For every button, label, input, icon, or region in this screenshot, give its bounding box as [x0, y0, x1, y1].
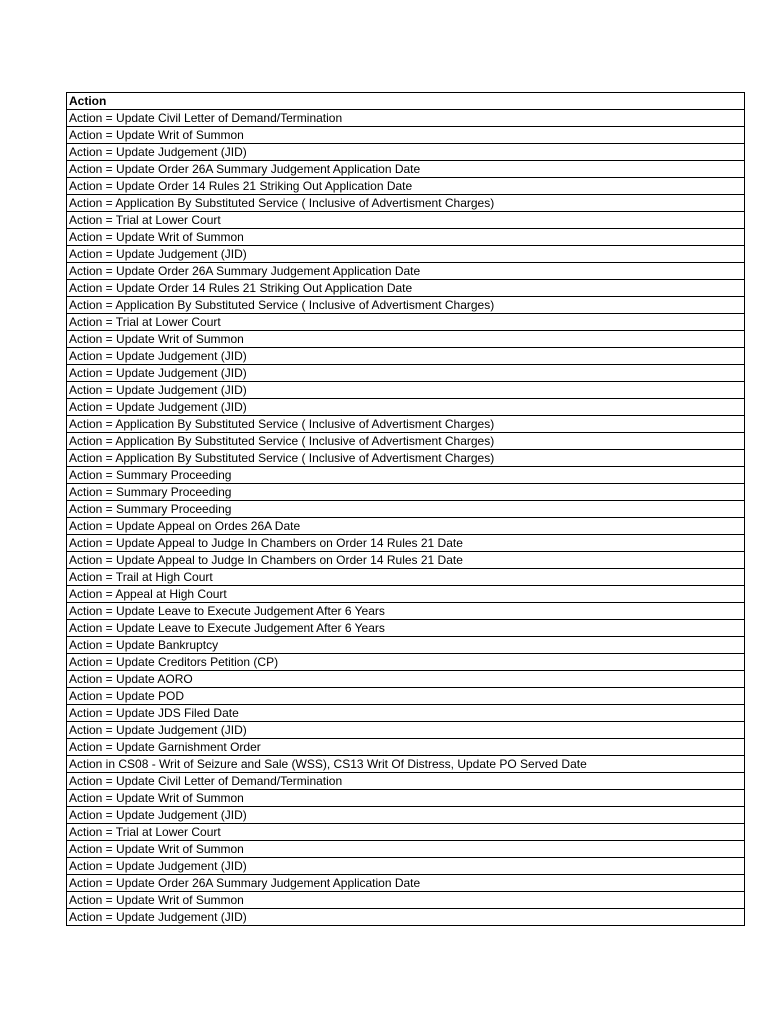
table-cell[interactable]: Action = Application By Substituted Service ( Inclusive of Advertisment Charges) — [67, 450, 745, 467]
table-cell[interactable]: Action = Summary Proceeding — [67, 501, 745, 518]
table-row — [67, 654, 745, 671]
table-row — [67, 705, 745, 722]
table-cell[interactable]: Action = Update Order 14 Rules 21 Striking Out Application Date — [67, 178, 745, 195]
table-cell[interactable]: Action = Trial at Lower Court — [67, 824, 745, 841]
column-header-action[interactable]: Action — [67, 93, 745, 110]
table-cell[interactable]: Action = Update Writ of Summon — [67, 790, 745, 807]
table-cell[interactable]: Action = Update Writ of Summon — [67, 229, 745, 246]
table-cell[interactable]: Action = Update Judgement (JID) — [67, 722, 745, 739]
table-row — [67, 892, 745, 909]
action-table — [66, 92, 745, 926]
table-row — [67, 858, 745, 875]
table-cell[interactable]: Action = Update Appeal to Judge In Chambers on Order 14 Rules 21 Date — [67, 552, 745, 569]
table-row — [67, 790, 745, 807]
table-row — [67, 450, 745, 467]
table-cell[interactable]: Action = Update Writ of Summon — [67, 331, 745, 348]
table-cell[interactable]: Action = Update Judgement (JID) — [67, 348, 745, 365]
table-row — [67, 416, 745, 433]
table-row — [67, 280, 745, 297]
table-cell[interactable]: Action = Update Writ of Summon — [67, 127, 745, 144]
table-row — [67, 467, 745, 484]
table-cell[interactable]: Action = Update Leave to Execute Judgement After 6 Years — [67, 620, 745, 637]
table-cell[interactable]: Action = Trail at High Court — [67, 569, 745, 586]
table-row — [67, 569, 745, 586]
table-row — [67, 722, 745, 739]
table-cell[interactable]: Action = Update Order 26A Summary Judgement Application Date — [67, 875, 745, 892]
table-row — [67, 756, 745, 773]
table-row — [67, 620, 745, 637]
table-row — [67, 348, 745, 365]
table-row — [67, 127, 745, 144]
table-cell[interactable]: Action = Trial at Lower Court — [67, 212, 745, 229]
table-row — [67, 178, 745, 195]
table-row — [67, 331, 745, 348]
table-cell[interactable]: Action = Update Leave to Execute Judgement After 6 Years — [67, 603, 745, 620]
table-row — [67, 161, 745, 178]
table-cell[interactable]: Action = Update Bankruptcy — [67, 637, 745, 654]
table-cell[interactable]: Action = Summary Proceeding — [67, 467, 745, 484]
table-row — [67, 909, 745, 926]
table-cell[interactable]: Action = Update Judgement (JID) — [67, 144, 745, 161]
table-cell[interactable]: Action = Update Judgement (JID) — [67, 382, 745, 399]
table-row — [67, 807, 745, 824]
table-cell[interactable]: Action = Update Judgement (JID) — [67, 246, 745, 263]
table-cell[interactable]: Action = Update Judgement (JID) — [67, 909, 745, 926]
table-cell[interactable]: Action = Application By Substituted Service ( Inclusive of Advertisment Charges) — [67, 297, 745, 314]
table-cell[interactable]: Action = Update Writ of Summon — [67, 841, 745, 858]
table-cell[interactable]: Action = Update Garnishment Order — [67, 739, 745, 756]
table-row — [67, 688, 745, 705]
table-body — [67, 110, 745, 926]
table-cell[interactable]: Action = Update Civil Letter of Demand/Termination — [67, 110, 745, 127]
table-cell[interactable]: Action = Application By Substituted Service ( Inclusive of Advertisment Charges) — [67, 416, 745, 433]
table-row — [67, 263, 745, 280]
table-cell[interactable]: Action = Update Order 26A Summary Judgement Application Date — [67, 161, 745, 178]
table-row — [67, 739, 745, 756]
table-row — [67, 484, 745, 501]
table-cell[interactable]: Action = Update AORO — [67, 671, 745, 688]
table-cell[interactable]: Action in CS08 - Writ of Seizure and Sale (WSS), CS13 Writ Of Distress, Update PO Served Date — [67, 756, 745, 773]
table-row — [67, 110, 745, 127]
table-row — [67, 518, 745, 535]
table-row — [67, 212, 745, 229]
table-row — [67, 297, 745, 314]
table-row — [67, 603, 745, 620]
table-cell[interactable]: Action = Update Order 14 Rules 21 Striking Out Application Date — [67, 280, 745, 297]
table-row — [67, 552, 745, 569]
table-cell[interactable]: Action = Update Writ of Summon — [67, 892, 745, 909]
table-cell[interactable]: Action = Update Judgement (JID) — [67, 858, 745, 875]
table-row — [67, 195, 745, 212]
table-row — [67, 875, 745, 892]
table-cell[interactable]: Action = Update JDS Filed Date — [67, 705, 745, 722]
table-row — [67, 671, 745, 688]
table-cell[interactable]: Action = Update Appeal on Ordes 26A Date — [67, 518, 745, 535]
table-cell[interactable]: Action = Update Civil Letter of Demand/Termination — [67, 773, 745, 790]
table-row — [67, 535, 745, 552]
table-cell[interactable]: Action = Update Judgement (JID) — [67, 399, 745, 416]
table-cell[interactable]: Action = Update Judgement (JID) — [67, 807, 745, 824]
table-row — [67, 501, 745, 518]
table-cell[interactable]: Action = Update Judgement (JID) — [67, 365, 745, 382]
table-row — [67, 773, 745, 790]
table-row — [67, 365, 745, 382]
table-row — [67, 824, 745, 841]
table-row — [67, 314, 745, 331]
table-row — [67, 229, 745, 246]
table-cell[interactable]: Action = Application By Substituted Service ( Inclusive of Advertisment Charges) — [67, 433, 745, 450]
header-row — [67, 93, 745, 110]
table-cell[interactable]: Action = Application By Substituted Service ( Inclusive of Advertisment Charges) — [67, 195, 745, 212]
table-cell[interactable]: Action = Update Appeal to Judge In Chambers on Order 14 Rules 21 Date — [67, 535, 745, 552]
table-row — [67, 246, 745, 263]
table-cell[interactable]: Action = Summary Proceeding — [67, 484, 745, 501]
table-cell[interactable]: Action = Update POD — [67, 688, 745, 705]
table-row — [67, 637, 745, 654]
table-cell[interactable]: Action = Trial at Lower Court — [67, 314, 745, 331]
table-cell[interactable]: Action = Update Creditors Petition (CP) — [67, 654, 745, 671]
table-row — [67, 382, 745, 399]
table-cell[interactable]: Action = Update Order 26A Summary Judgement Application Date — [67, 263, 745, 280]
table-cell[interactable]: Action = Appeal at High Court — [67, 586, 745, 603]
table-row — [67, 841, 745, 858]
table-row — [67, 433, 745, 450]
table-row — [67, 399, 745, 416]
table-row — [67, 144, 745, 161]
table-row — [67, 586, 745, 603]
